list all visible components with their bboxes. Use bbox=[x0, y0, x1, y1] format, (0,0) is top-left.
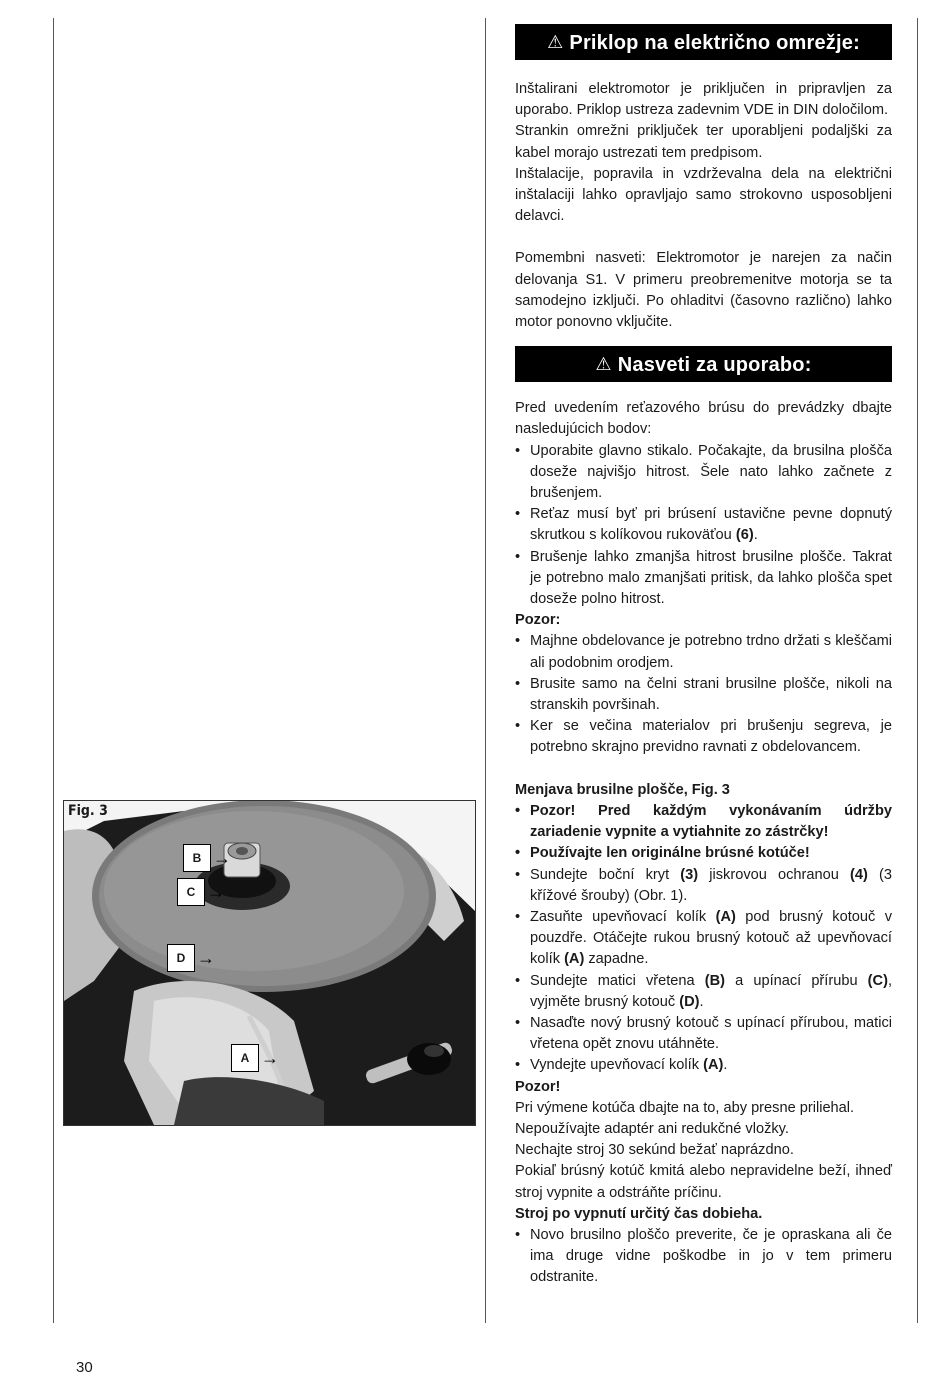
list-item: • Uporabite glavno stikalo. Počakajte, da brusilna plošča doseže najvišjo hitrost. Šele nato lahko začnete z brušenjem. bbox=[515, 441, 892, 505]
right-margin-rule bbox=[917, 18, 918, 1323]
usage-intro: Pred uvedením reťazového brúsu do prevádzky dbajte nasledujúcich bodov: bbox=[515, 400, 892, 438]
stop-note: Stroj po vypnutí určitý čas dobieha. bbox=[515, 1205, 763, 1222]
center-column-rule bbox=[485, 18, 486, 1323]
grinder-photo bbox=[64, 801, 475, 1125]
callout-a: A bbox=[231, 1044, 259, 1072]
list-item: • Sundejte boční kryt (3) jiskrovou ochranou (4) (3 křížové šrouby) (Obr. 1). bbox=[515, 865, 892, 907]
paragraph: Inštalirani elektromotor je priključen in pripravljen za uporabo. Priklop ustreza zadevnim VDE in DIN določilom. bbox=[515, 81, 892, 119]
heading-text: Nasveti za uporabo: bbox=[617, 354, 812, 377]
list-item: • Zasuňte upevňovací kolík (A) pod brusný kotouč v pouzdře. Otáčejte rukou brusný kotouč až upevňovací kolík (A) zapadne. bbox=[515, 907, 892, 971]
callout-c: C bbox=[177, 878, 205, 906]
callout-d: D bbox=[167, 944, 195, 972]
figure-3 bbox=[63, 800, 476, 1126]
list-item: • Brusite samo na čelni strani brusilne plošče, nikoli na stranskih površinah. bbox=[515, 674, 892, 716]
replacement-warnings bbox=[515, 801, 892, 865]
list-item: • Ker se večina materialov pri brušenju segreva, je potrebno skrajno previdno ravnati z obdelovancem. bbox=[515, 716, 892, 758]
list-item: • Používajte len originálne brúsné kotúče! bbox=[515, 843, 892, 864]
arrow-right-icon: → bbox=[197, 948, 215, 968]
callout-b: B bbox=[183, 844, 211, 872]
list-item: • Majhne obdelovance je potrebno trdno držati s kleščami ali podobnim orodjem. bbox=[515, 631, 892, 673]
replacement-steps bbox=[515, 865, 892, 1077]
list-item: • Sundejte matici vřetena (B) a upínací přírubu (C), vyjměte brusný kotouč (D). bbox=[515, 971, 892, 1013]
usage-list bbox=[515, 441, 892, 611]
figure-label: Fig. 3 bbox=[68, 803, 108, 819]
list-item: • Nasaďte nový brusný kotouč s upínací přírubou, matici vřetena opět znovu utáhněte. bbox=[515, 1013, 892, 1055]
right-column bbox=[515, 24, 892, 1289]
list-item: • Brušenje lahko zmanjša hitrost brusilne plošče. Takrat je potrebno malo zmanjšati pritisk, da lahko plošča spet doseže polno hitrost. bbox=[515, 547, 892, 611]
paragraph: Pri výmene kotúča dbajte na to, aby presne priliehal. bbox=[515, 1099, 855, 1116]
arrow-right-icon: → bbox=[213, 848, 231, 868]
section-heading-usage bbox=[515, 346, 892, 382]
warning-triangle-icon: ⚠ bbox=[547, 32, 564, 52]
caution-label: Pozor! bbox=[515, 1078, 561, 1095]
list-item: • Reťaz musí byť pri brúsení ustavične pevne dopnutý skrutkou s kolíkovou rukoväťou (6). bbox=[515, 504, 892, 546]
paragraph: Nepoužívajte adaptér ani redukčné vložky. bbox=[515, 1120, 789, 1137]
paragraph: Inštalacije, popravila in vzdrževalna dela na električni inštalaciji lahko opravljajo samo strokovno usposobljeni delavci. bbox=[515, 165, 892, 225]
paragraph: Nechajte stroj 30 sekúnd bežať naprázdno. bbox=[515, 1142, 794, 1159]
paragraph: Pokiaľ brúsný kotúč kmitá alebo nepravidelne beží, ihneď stroj vypnite a odstráňte príčinu. bbox=[515, 1163, 892, 1201]
list-item: • Vyndejte upevňovací kolík (A). bbox=[515, 1055, 892, 1076]
paragraph: Strankin omrežni priključek ter uporabljeni podaljški za kabel morajo ustrezati tem predpisom. bbox=[515, 123, 892, 161]
left-margin-rule bbox=[53, 18, 54, 1323]
section-heading-electrical bbox=[515, 24, 892, 60]
page-number: 30 bbox=[76, 1359, 93, 1376]
caution-list bbox=[515, 631, 892, 758]
list-item: • Pozor! Pred každým vykonávaním údržby zariadenie vypnite a vytiahnite zo zástrčky! bbox=[515, 801, 892, 843]
arrow-right-icon: → bbox=[207, 882, 225, 902]
section-heading-replacement: Menjava brusilne plošče, Fig. 3 bbox=[515, 781, 730, 798]
caution-label: Pozor: bbox=[515, 612, 561, 629]
arrow-right-icon: → bbox=[261, 1048, 279, 1068]
important-note: Pomembni nasveti: Elektromotor je narejen za način delovanja S1. V primeru preobremenitve motorja se ta samodejno izklјuči. Po ohladitvi (časovno različno) lahko motor ponovno vključite. bbox=[515, 250, 892, 331]
heading-text: Priklop na električno omrežje: bbox=[569, 32, 860, 54]
list-item: • Novo brusilno ploščo preverite, če je opraskana ali če ima druge vidne poškodbe in jo v tem primeru odstranite. bbox=[515, 1225, 892, 1289]
warning-triangle-icon: ⚠ bbox=[595, 354, 612, 375]
final-list bbox=[515, 1225, 892, 1289]
